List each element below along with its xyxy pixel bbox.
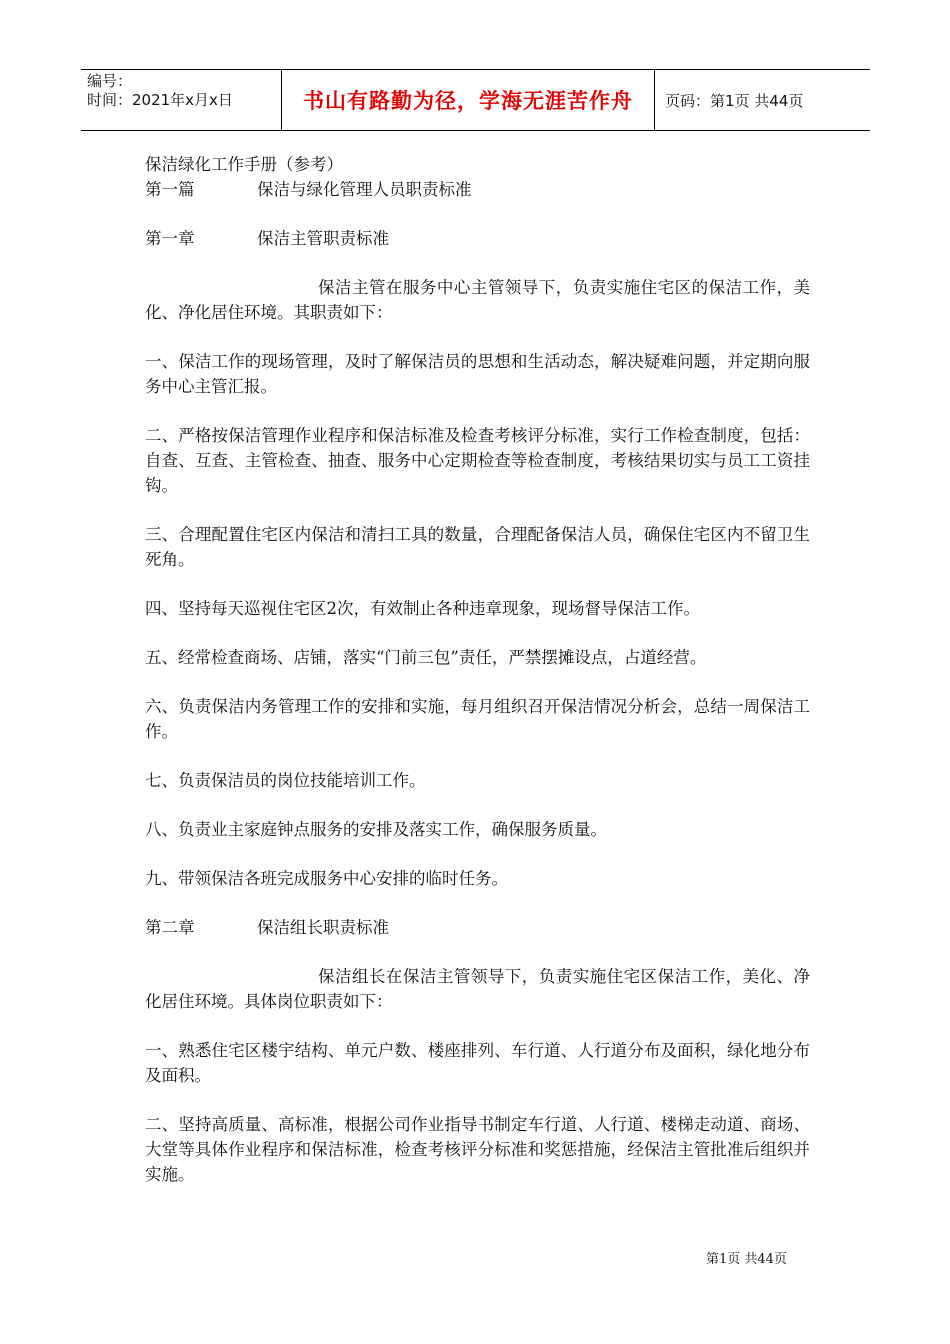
chapter-heading bbox=[145, 915, 810, 940]
part-number: 第一篇 bbox=[145, 180, 195, 199]
list-item: 九、带领保洁各班完成服务中心安排的临时任务。 bbox=[145, 869, 508, 888]
chapter-intro: 保洁组长在保洁主管领导下，负责实施住宅区保洁工作，美化、净化居住环境。具体岗位职责如下： bbox=[145, 967, 810, 1011]
number-label: 编号： bbox=[87, 72, 133, 90]
list-item: 五、经常检查商场、店铺，落实“门前三包”责任，严禁摆摊设点，占道经营。 bbox=[145, 648, 707, 667]
list-item: 七、负责保洁员的岗位技能培训工作。 bbox=[145, 771, 426, 790]
list-item: 四、坚持每天巡视住宅区2次，有效制止各种违章现象，现场督导保洁工作。 bbox=[145, 599, 700, 618]
chapter-intro: 保洁主管在服务中心主管领导下，负责实施住宅区的保洁工作，美化、净化居住环境。其职责如下： bbox=[145, 278, 810, 322]
chapter-heading bbox=[145, 226, 810, 251]
page-footer: 第1页 共44页 bbox=[706, 1252, 787, 1267]
chapter-number: 第一章 bbox=[145, 229, 195, 248]
time-label: 时间：2021年x月x日 bbox=[87, 91, 233, 109]
page-header bbox=[81, 69, 870, 131]
document-body bbox=[145, 152, 810, 1187]
part-title: 保洁与绿化管理人员职责标准 bbox=[257, 180, 472, 199]
list-item: 二、坚持高质量、高标准，根据公司作业指导书制定车行道、人行道、楼梯走动道、商场、大堂等具体作业程序和保洁标准，检查考核评分标准和奖惩措施，经保洁主管批准后组织并实施。 bbox=[145, 1115, 810, 1184]
chapter-number: 第二章 bbox=[145, 918, 195, 937]
list-item: 六、负责保洁内务管理工作的安排和实施，每月组织召开保洁情况分析会，总结一周保洁工作。 bbox=[145, 697, 810, 741]
part-heading bbox=[145, 177, 810, 202]
list-item: 三、合理配置住宅区内保洁和清扫工具的数量，合理配备保洁人员，确保住宅区内不留卫生死角。 bbox=[145, 525, 810, 569]
header-page-label: 页码：第1页 共44页 bbox=[665, 91, 804, 110]
header-meta bbox=[81, 70, 282, 130]
list-item: 一、熟悉住宅区楼宇结构、单元户数、楼座排列、车行道、人行道分布及面积，绿化地分布及面积。 bbox=[145, 1041, 810, 1085]
header-motto: 书山有路勤为径，学海无涯苦作舟 bbox=[282, 70, 655, 130]
document-title: 保洁绿化工作手册（参考） bbox=[145, 155, 343, 174]
chapter-title: 保洁组长职责标准 bbox=[257, 918, 389, 937]
list-item: 二、严格按保洁管理作业程序和保洁标准及检查考核评分标准，实行工作检查制度，包括：自查、互查、主管检查、抽查、服务中心定期检查等检查制度，考核结果切实与员工工资挂钩。 bbox=[145, 426, 810, 495]
list-item: 八、负责业主家庭钟点服务的安排及落实工作，确保服务质量。 bbox=[145, 820, 607, 839]
chapter-title: 保洁主管职责标准 bbox=[257, 229, 389, 248]
list-item: 一、保洁工作的现场管理，及时了解保洁员的思想和生活动态，解决疑难问题，并定期向服务中心主管汇报。 bbox=[145, 352, 810, 396]
